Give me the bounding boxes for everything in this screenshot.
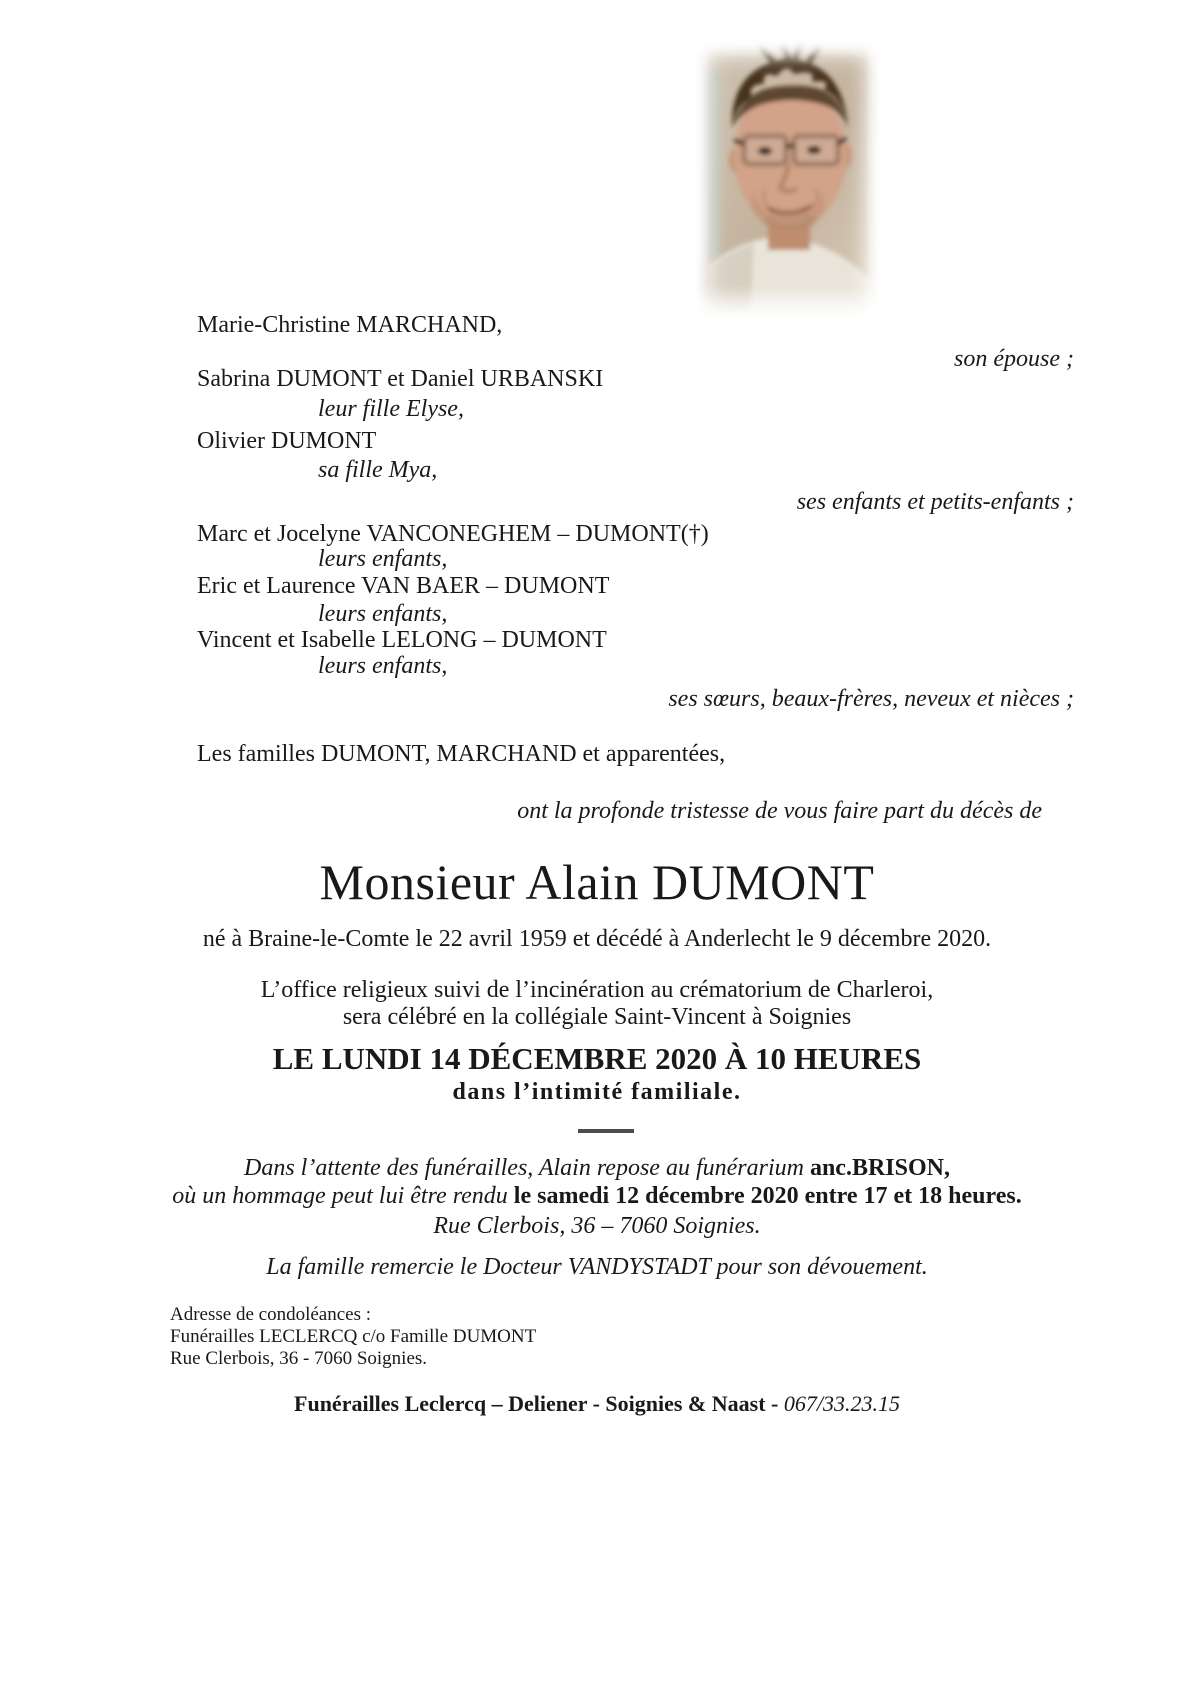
doctor-thanks: La famille remercie le Docteur VANDYSTADT pour son dévouement.	[266, 1254, 928, 1280]
ceremony-datetime: LE LUNDI 14 DÉCEMBRE 2020 À 10 HEURES	[272, 1041, 922, 1076]
sibling-1-name: Marc et Jocelyne VANCONEGHEM – DUMONT(†)	[197, 521, 709, 547]
siblings-relation: ses sœurs, beaux-frères, neveux et nièces ;	[668, 686, 1074, 712]
spouse-name: Marie-Christine MARCHAND,	[197, 312, 503, 338]
funerarium-name: anc.BRISON,	[809, 1155, 950, 1181]
ceremony-line-2: sera célébré en la collégiale Saint-Vincent à Soignies	[342, 1004, 852, 1030]
child-2-name: Olivier DUMONT	[197, 428, 377, 454]
deceased-name-title: Monsieur Alain DUMONT	[319, 854, 875, 910]
child-1-grandchild: leur fille Elyse,	[318, 396, 464, 422]
funeral-home-phone: 067/33.23.15	[783, 1391, 900, 1416]
funerarium-address: Rue Clerbois, 36 – 7060 Soignies.	[433, 1213, 761, 1239]
life-dates: né à Braine-le-Comte le 22 avril 1959 et décédé à Anderlecht le 9 décembre 2020.	[202, 926, 992, 952]
sibling-2-children: leurs enfants,	[318, 601, 448, 627]
sibling-3-name: Vincent et Isabelle LELONG – DUMONT	[197, 627, 607, 653]
visitation-line-1-text: Dans l’attente des funérailles, Alain repose au funérarium	[244, 1155, 810, 1181]
child-2-grandchild: sa fille Mya,	[318, 457, 438, 483]
visitation-datetime: le samedi 12 décembre 2020 entre 17 et 18 heures.	[513, 1183, 1022, 1209]
condolences-line-2: Rue Clerbois, 36 - 7060 Soignies.	[170, 1348, 428, 1369]
condolences-line-1: Funérailles LECLERCQ c/o Famille DUMONT	[170, 1326, 537, 1347]
visitation-line-2	[0, 1183, 1194, 1209]
section-divider	[578, 1129, 634, 1133]
footer-line	[0, 1392, 1194, 1416]
sibling-1-children: leurs enfants,	[318, 546, 448, 572]
sibling-2-name: Eric et Laurence VAN BAER – DUMONT	[197, 573, 610, 599]
announcement-intro: ont la profonde tristesse de vous faire part du décès de	[517, 798, 1042, 824]
ceremony-line-1: L’office religieux suivi de l’incinération au crématorium de Charleroi,	[260, 977, 934, 1003]
families-line: Les familles DUMONT, MARCHAND et apparentées,	[197, 741, 726, 767]
photo-edge-fade	[692, 38, 883, 325]
deceased-portrait-photo	[692, 38, 883, 325]
sibling-3-children: leurs enfants,	[318, 653, 448, 679]
spouse-relation: son épouse ;	[954, 346, 1074, 372]
visitation-line-2-text: où un hommage peut lui être rendu	[172, 1183, 514, 1209]
ceremony-privacy: dans l’intimité familiale.	[452, 1079, 742, 1105]
children-relation: ses enfants et petits-enfants ;	[796, 489, 1074, 515]
child-1-name: Sabrina DUMONT et Daniel URBANSKI	[197, 366, 604, 392]
visitation-line-1	[0, 1155, 1194, 1181]
funeral-home-name: Funérailles Leclercq – Deliener - Soignies & Naast -	[294, 1391, 784, 1416]
condolences-label: Adresse de condoléances :	[170, 1304, 372, 1325]
